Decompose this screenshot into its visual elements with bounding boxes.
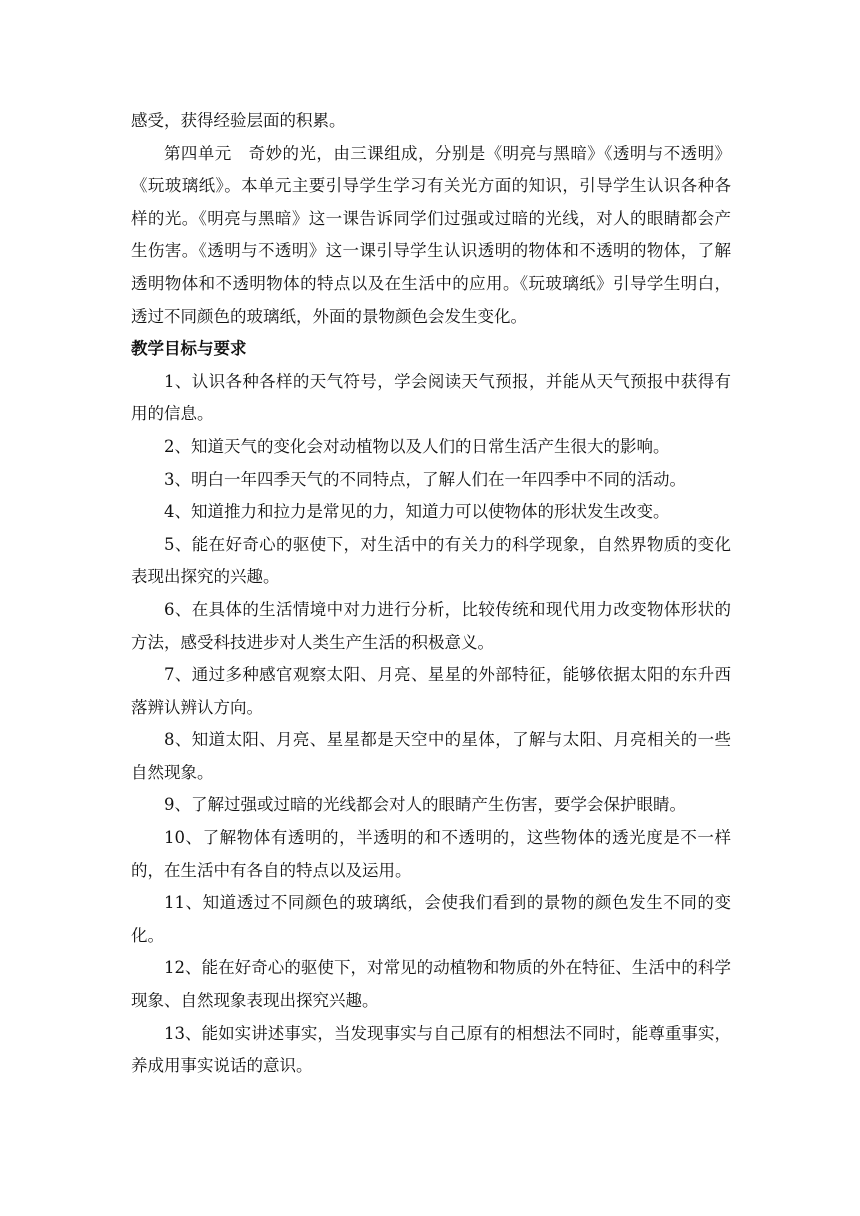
unit-four-paragraph: 第四单元 奇妙的光，由三课组成，分别是《明亮与黑暗》《透明与不透明》《玩玻璃纸》。本单元主要引导学生学习有关光方面的知识，引导学生认识各种各样的光。《明亮与黑暗》这一课告诉同学们过强或过暗的光线，对人的眼睛都会产生伤害。《透明与不透明》这一课引导学生认识透明的物体和不透明的物体，了解透明物体和不透明物体的特点以及在生活中的应用。《玩玻璃纸》引导学生明白，透过不同颜色的玻璃纸，外面的景物颜色会发生变化。 [131,143,731,326]
goal-item-10: 10、了解物体有透明的，半透明的和不透明的，这些物体的透光度是不一样的，在生活中有各自的特点以及运用。 [131,828,731,880]
goal-item-13: 13、能如实讲述事实，当发现事实与自己原有的相想法不同时，能尊重事实，养成用事实说话的意识。 [131,1023,731,1076]
goal-item-9: 9、了解过强或过暗的光线都会对人的眼睛产生伤害，要学会保护眼睛。 [164,795,686,815]
goal-item-6: 6、在具体的生活情境中对力进行分析，比较传统和现代用力改变物体形状的方法，感受科技进步对人类生产生活的积极意义。 [131,599,731,652]
goal-item-5: 5、能在好奇心的驱使下，对生活中的有关力的科学现象，自然界物质的变化表现出探究的兴趣。 [131,534,731,587]
goal-item-2: 2、知道天气的变化会对动植物以及人们的日常生活产生很大的影响。 [164,436,670,456]
goal-item-7: 7、通过多种感官观察太阳、月亮、星星的外部特征，能够依据太阳的东升西落辨认辨认方向。 [131,665,731,717]
section-heading: 教学目标与要求 [131,339,247,359]
goal-item-12: 12、能在好奇心的驱使下，对常见的动植物和物质的外在特征、生活中的科学现象、自然现象表现出探究兴趣。 [131,958,731,1011]
document-page [131,105,731,1083]
goal-item-4: 4、知道推力和拉力是常见的力，知道力可以使物体的形状发生改变。 [164,502,670,522]
goal-item-3: 3、明白一年四季天气的不同特点，了解人们在一年四季中不同的活动。 [164,469,686,489]
goal-item-8: 8、知道太阳、月亮、星星都是天空中的星体，了解与太阳、月亮相关的一些自然现象。 [131,730,731,782]
goal-item-1: 1、认识各种各样的天气符号，学会阅读天气预报，并能从天气预报中获得有用的信息。 [131,371,731,424]
continued-paragraph: 感受，获得经验层面的积累。 [131,111,346,130]
goal-item-11: 11、知道透过不同颜色的玻璃纸，会使我们看到的景物的颜色发生不同的变化。 [131,893,731,945]
